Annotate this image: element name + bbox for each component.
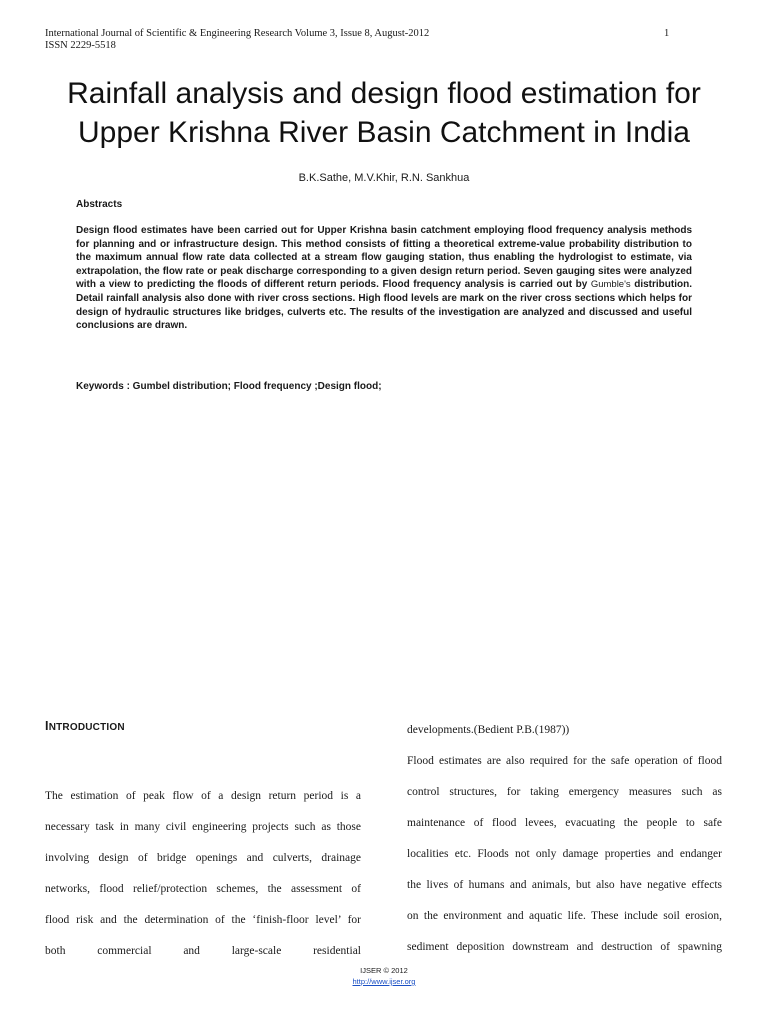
keywords: Keywords : Gumbel distribution; Flood frequency ;Design flood; (76, 381, 382, 392)
text-line: The estimation of peak flow of a design return period is a (45, 790, 361, 802)
authors: B.K.Sathe, M.V.Khir, R.N. Sankhua (298, 172, 470, 184)
abstract-text-part-2: distribution. Detail rainfall analysis also done with river cross sections. High flood levels are mark on the river cross sections which helps for design of hydraulic structures like bridges, culverts etc. The results of the investigation are analyzed and discussed and useful conclusions are drawn. (76, 279, 692, 332)
text-line: both commercial and large-scale residential (45, 945, 361, 957)
text-line: developments.(Bedient P.B.(1987)) (407, 724, 570, 736)
issn-line: ISSN 2229-5518 (45, 40, 116, 51)
text-line: networks, flood relief/protection schemes, the assessment of (45, 883, 361, 895)
introduction-heading-rest: NTRODUCTION (48, 722, 125, 733)
text-line: sediment deposition downstream and destruction of spawning (407, 941, 722, 953)
text-line: involving design of bridge openings and culverts, drainage (45, 852, 361, 864)
introduction-heading-initial: I (45, 719, 49, 733)
footer-copyright: IJSER © 2012 (360, 966, 408, 975)
text-line: Flood estimates are also required for the safe operation of flood (407, 755, 722, 767)
intro-right-column (407, 715, 722, 963)
text-line: flood risk and the determination of the ‘finish-floor level’ for (45, 914, 361, 926)
text-line: the lives of humans and animals, but also have negative effects (407, 879, 722, 891)
paper-title (0, 74, 768, 152)
page-number: 1 (664, 28, 670, 39)
abstract-text-part-1: Design flood estimates have been carried out for Upper Krishna basin catchment employing flood frequency analysis methods for planning and or infrastructure design. This method consists of fitting a theoretical extreme-value probability distribution to the maximum annual flow rate data collected at a stream flow gauging station, thus enabling the hydrologist to estimate, via extrapolation, the flow rate or peak discharge corresponding to a given design return period. Seven gauging sites were analyzed with a view to predicting the floods of different return periods. Flood frequency analysis is carried out by (76, 225, 692, 291)
text-line: localities etc. Floods not only damage properties and endanger (407, 848, 722, 860)
abstract-distribution-name: Gumble's (590, 279, 631, 291)
journal-header: International Journal of Scientific & Engineering Research Volume 3, Issue 8, August-2012 (45, 28, 430, 39)
text-line: maintenance of flood levees, evacuating the people to safe (407, 817, 722, 829)
abstract-text (76, 224, 692, 333)
introduction-heading (45, 719, 125, 733)
intro-left-column (45, 781, 361, 967)
text-line: necessary task in many civil engineering projects such as those (45, 821, 361, 833)
text-line: on the environment and aquatic life. These include soil erosion, (407, 910, 722, 922)
title-line-2: Upper Krishna River Basin Catchment in India (78, 116, 690, 149)
text-line: control structures, for taking emergency measures such as (407, 786, 722, 798)
title-line-1: Rainfall analysis and design flood estimation for (67, 77, 701, 110)
abstract-heading: Abstracts (76, 199, 123, 210)
footer-link[interactable]: http://www.ijser.org (352, 977, 416, 986)
